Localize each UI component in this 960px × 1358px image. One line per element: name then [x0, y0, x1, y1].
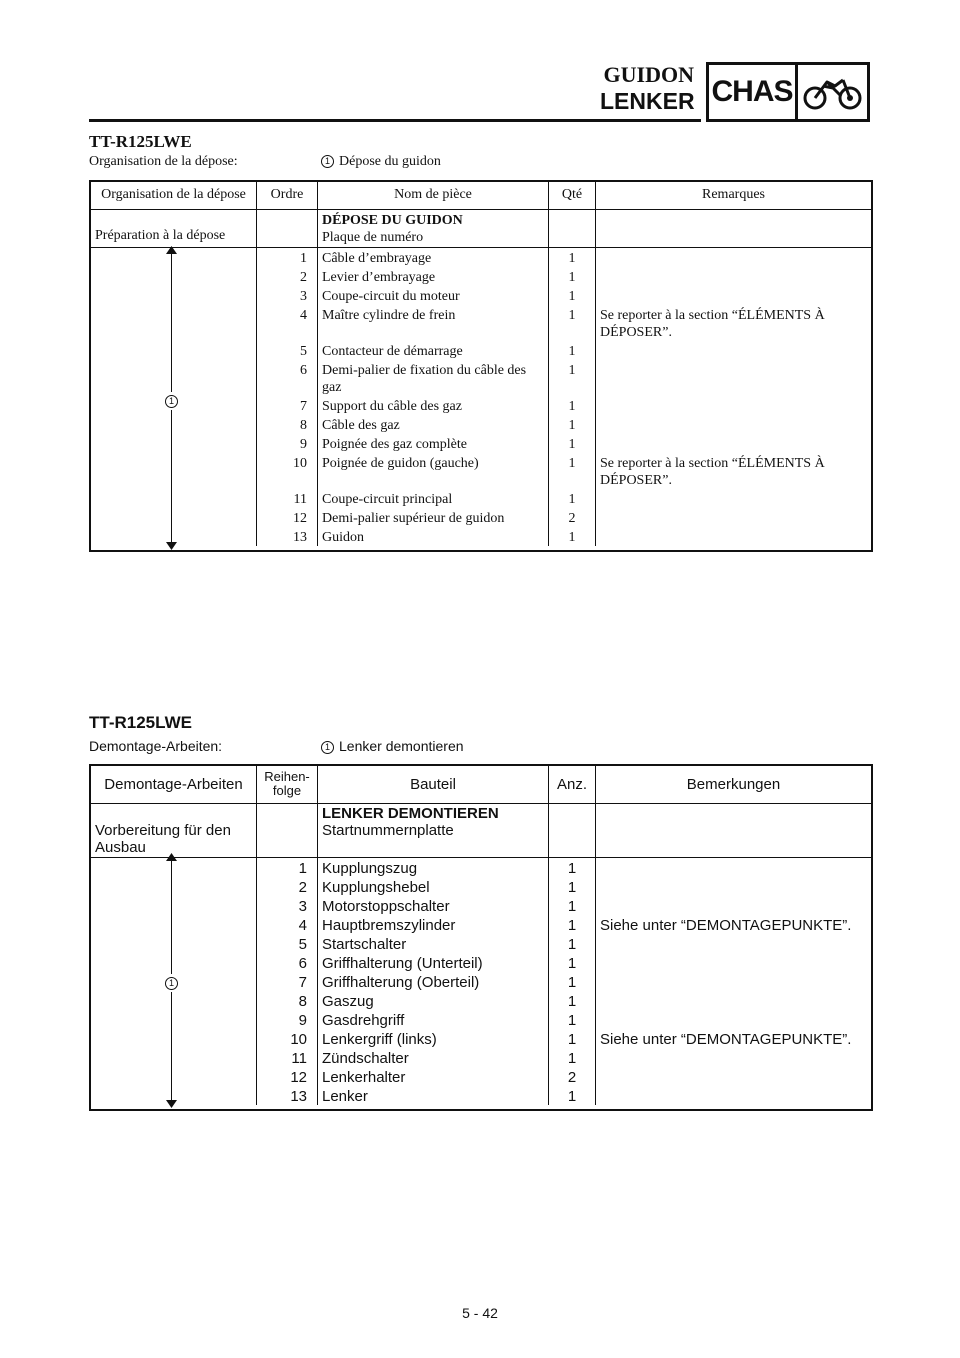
header-title-de: LENKER — [600, 88, 695, 114]
row-order: 2 — [257, 267, 318, 286]
fr-prep-title: DÉPOSE DU GUIDON — [322, 212, 463, 228]
row-part-name: Guidon — [318, 527, 549, 546]
row-part-name: Levier d’embrayage — [318, 267, 549, 286]
de-prep-row — [91, 803, 871, 857]
de-prep-cell — [318, 803, 549, 857]
table-row — [91, 341, 871, 360]
de-prep-title: LENKER DEMONTIEREN — [322, 804, 499, 822]
de-col-anz: Anz. — [549, 766, 596, 803]
row-spacer — [91, 1010, 257, 1029]
table-row — [91, 915, 871, 934]
row-part-name: Poignée des gaz complète — [318, 434, 549, 453]
row-part-name: Maître cylindre de frein — [318, 305, 549, 341]
de-marker — [165, 974, 178, 992]
row-remark — [596, 1067, 872, 1086]
row-order: 2 — [257, 877, 318, 896]
table-row — [91, 1029, 871, 1048]
row-remark — [596, 972, 872, 991]
row-part-name: Startschalter — [318, 934, 549, 953]
fr-col-nom: Nom de pièce — [318, 182, 549, 209]
row-qty: 1 — [549, 896, 596, 915]
row-order: 10 — [257, 1029, 318, 1048]
table-row — [91, 508, 871, 527]
de-arrow-head-up — [166, 853, 177, 861]
row-remark — [596, 991, 872, 1010]
de-col-bemerkungen: Bemerkungen — [596, 766, 872, 803]
row-order: 3 — [257, 286, 318, 305]
row-part-name: Câble des gaz — [318, 415, 549, 434]
row-order: 5 — [257, 341, 318, 360]
row-part-name: Coupe-circuit principal — [318, 489, 549, 508]
table-row — [91, 1067, 871, 1086]
row-remark — [596, 934, 872, 953]
row-part-name: Gasdrehgriff — [318, 1010, 549, 1029]
row-remark — [596, 489, 872, 508]
fr-model-title: TT-R125LWE — [89, 132, 192, 151]
row-qty: 1 — [549, 934, 596, 953]
row-spacer — [91, 453, 257, 489]
row-order: 11 — [257, 489, 318, 508]
row-order: 12 — [257, 508, 318, 527]
motorcycle-icon — [798, 65, 867, 119]
row-remark — [596, 896, 872, 915]
row-order: 9 — [257, 434, 318, 453]
table-row — [91, 972, 871, 991]
section-label: CHAS — [709, 65, 798, 119]
row-part-name: Gaszug — [318, 991, 549, 1010]
header-rule — [89, 119, 701, 122]
de-subtitle — [321, 738, 464, 754]
row-part-name: Support du câble des gaz — [318, 396, 549, 415]
row-remark — [596, 415, 872, 434]
row-remark — [596, 396, 872, 415]
row-order: 1 — [257, 247, 318, 267]
row-part-name: Griffhalterung (Oberteil) — [318, 972, 549, 991]
row-order: 1 — [257, 857, 318, 877]
fr-subtitle-label: Organisation de la dépose: — [89, 154, 238, 169]
de-col-reihenfolge-2: folge — [272, 783, 302, 799]
fr-col-organisation: Organisation de la dépose — [91, 182, 257, 209]
row-order: 7 — [257, 972, 318, 991]
de-table — [89, 764, 873, 1111]
fr-prep-label: Préparation à la dépose — [95, 227, 226, 243]
row-qty: 1 — [549, 267, 596, 286]
row-order: 12 — [257, 1067, 318, 1086]
de-col-reihenfolge — [257, 766, 318, 803]
row-qty: 2 — [549, 1067, 596, 1086]
row-order: 5 — [257, 934, 318, 953]
row-qty: 1 — [549, 396, 596, 415]
fr-col-ordre: Ordre — [257, 182, 318, 209]
row-spacer — [91, 305, 257, 341]
row-part-name: Hauptbremszylinder — [318, 915, 549, 934]
row-remark — [596, 434, 872, 453]
row-spacer — [91, 915, 257, 934]
table-row — [91, 360, 871, 396]
table-row — [91, 1086, 871, 1105]
table-row — [91, 286, 871, 305]
row-qty: 1 — [549, 991, 596, 1010]
table-row — [91, 991, 871, 1010]
row-part-name: Griffhalterung (Unterteil) — [318, 953, 549, 972]
row-remark: Se reporter à la section “ÉLÉMENTS À DÉPOSER”. — [596, 453, 872, 489]
row-part-name: Contacteur de démarrage — [318, 341, 549, 360]
row-spacer — [91, 489, 257, 508]
row-qty: 1 — [549, 415, 596, 434]
row-remark — [596, 286, 872, 305]
row-remark: Se reporter à la section “ÉLÉMENTS À DÉPOSER”. — [596, 305, 872, 341]
fr-arrow-head-up — [166, 246, 177, 254]
row-qty: 1 — [549, 1086, 596, 1105]
fr-col-qte: Qté — [549, 182, 596, 209]
fr-col-remarques: Remarques — [596, 182, 872, 209]
row-part-name: Kupplungshebel — [318, 877, 549, 896]
page-number: 5 - 42 — [462, 1305, 498, 1321]
row-order: 6 — [257, 953, 318, 972]
row-order: 6 — [257, 360, 318, 396]
row-qty: 1 — [549, 915, 596, 934]
de-subtitle-text: Lenker demontieren — [339, 738, 464, 754]
table-row — [91, 857, 871, 877]
row-spacer — [91, 508, 257, 527]
de-header-row — [91, 766, 871, 803]
row-order: 3 — [257, 896, 318, 915]
row-order: 10 — [257, 453, 318, 489]
fr-header-row — [91, 182, 871, 209]
row-spacer — [91, 934, 257, 953]
table-row — [91, 415, 871, 434]
row-qty: 1 — [549, 247, 596, 267]
row-qty: 1 — [549, 972, 596, 991]
fr-prep-row — [91, 209, 871, 247]
row-part-name: Lenkergriff (links) — [318, 1029, 549, 1048]
row-spacer — [91, 896, 257, 915]
row-remark — [596, 1048, 872, 1067]
de-col-reihenfolge-1: Reihen- — [264, 769, 310, 785]
table-row — [91, 1048, 871, 1067]
row-remark — [596, 341, 872, 360]
row-remark — [596, 953, 872, 972]
table-row — [91, 267, 871, 286]
table-row — [91, 305, 871, 341]
table-row — [91, 896, 871, 915]
row-spacer — [91, 267, 257, 286]
row-part-name: Coupe-circuit du moteur — [318, 286, 549, 305]
circled-number: 1 — [321, 741, 334, 754]
row-qty: 1 — [549, 360, 596, 396]
row-remark — [596, 1010, 872, 1029]
row-qty: 1 — [549, 286, 596, 305]
fr-prep-cell — [318, 209, 549, 247]
fr-arrow-head-down — [166, 542, 177, 550]
de-col-arbeiten: Demontage-Arbeiten — [91, 766, 257, 803]
row-part-name: Kupplungszug — [318, 857, 549, 877]
table-row — [91, 434, 871, 453]
row-qty: 1 — [549, 489, 596, 508]
row-part-name: Zündschalter — [318, 1048, 549, 1067]
table-row — [91, 877, 871, 896]
table-row — [91, 247, 871, 267]
row-remark — [596, 267, 872, 286]
row-qty: 1 — [549, 1029, 596, 1048]
row-qty: 1 — [549, 305, 596, 341]
row-spacer — [91, 434, 257, 453]
de-model-title: TT-R125LWE — [89, 713, 192, 732]
fr-table — [89, 180, 873, 552]
table-row — [91, 527, 871, 546]
fr-subtitle — [321, 154, 441, 170]
row-part-name: Lenkerhalter — [318, 1067, 549, 1086]
row-spacer — [91, 953, 257, 972]
row-part-name: Câble d’embrayage — [318, 247, 549, 267]
row-spacer — [91, 1029, 257, 1048]
row-remark — [596, 527, 872, 546]
row-remark — [596, 247, 872, 267]
row-order: 4 — [257, 915, 318, 934]
row-part-name: Lenker — [318, 1086, 549, 1105]
row-spacer — [91, 341, 257, 360]
row-spacer — [91, 877, 257, 896]
fr-marker-number: 1 — [165, 395, 178, 408]
row-spacer — [91, 991, 257, 1010]
fr-marker — [165, 392, 178, 410]
row-qty: 1 — [549, 953, 596, 972]
circled-number: 1 — [321, 155, 334, 168]
fr-subtitle-text: Dépose du guidon — [339, 154, 441, 169]
row-order: 11 — [257, 1048, 318, 1067]
row-qty: 1 — [549, 434, 596, 453]
de-col-bauteil: Bauteil — [318, 766, 549, 803]
section-badge — [706, 62, 870, 122]
row-part-name: Demi-palier de fixation du câble des gaz — [318, 360, 549, 396]
row-qty: 1 — [549, 527, 596, 546]
de-arrow-head-down — [166, 1100, 177, 1108]
row-order: 4 — [257, 305, 318, 341]
row-part-name: Motorstoppschalter — [318, 896, 549, 915]
row-remark — [596, 1086, 872, 1105]
row-qty: 1 — [549, 1010, 596, 1029]
row-qty: 1 — [549, 453, 596, 489]
de-subtitle-label: Demontage-Arbeiten: — [89, 738, 223, 754]
table-row — [91, 953, 871, 972]
row-spacer — [91, 360, 257, 396]
row-spacer — [91, 1048, 257, 1067]
row-remark: Siehe unter “DEMONTAGEPUNKTE”. — [596, 915, 872, 934]
header-title-fr: GUIDON — [603, 62, 694, 87]
row-order: 8 — [257, 991, 318, 1010]
row-qty: 2 — [549, 508, 596, 527]
row-part-name: Poignée de guidon (gauche) — [318, 453, 549, 489]
row-qty: 1 — [549, 877, 596, 896]
de-prep-label: Vorbereitung für den Ausbau — [95, 821, 231, 856]
table-row — [91, 934, 871, 953]
row-spacer — [91, 286, 257, 305]
row-spacer — [91, 1067, 257, 1086]
de-prep-part: Startnummernplatte — [322, 821, 454, 839]
fr-prep-part: Plaque de numéro — [322, 229, 424, 245]
table-row — [91, 489, 871, 508]
row-qty: 1 — [549, 341, 596, 360]
row-remark: Siehe unter “DEMONTAGEPUNKTE”. — [596, 1029, 872, 1048]
row-part-name: Demi-palier supérieur de guidon — [318, 508, 549, 527]
de-marker-number: 1 — [165, 977, 178, 990]
row-order: 7 — [257, 396, 318, 415]
row-qty: 1 — [549, 857, 596, 877]
row-qty: 1 — [549, 1048, 596, 1067]
table-row — [91, 1010, 871, 1029]
row-spacer — [91, 415, 257, 434]
row-order: 13 — [257, 1086, 318, 1105]
table-row — [91, 453, 871, 489]
row-remark — [596, 877, 872, 896]
row-order: 8 — [257, 415, 318, 434]
row-remark — [596, 508, 872, 527]
row-remark — [596, 360, 872, 396]
row-order: 9 — [257, 1010, 318, 1029]
table-row — [91, 396, 871, 415]
row-order: 13 — [257, 527, 318, 546]
row-remark — [596, 857, 872, 877]
